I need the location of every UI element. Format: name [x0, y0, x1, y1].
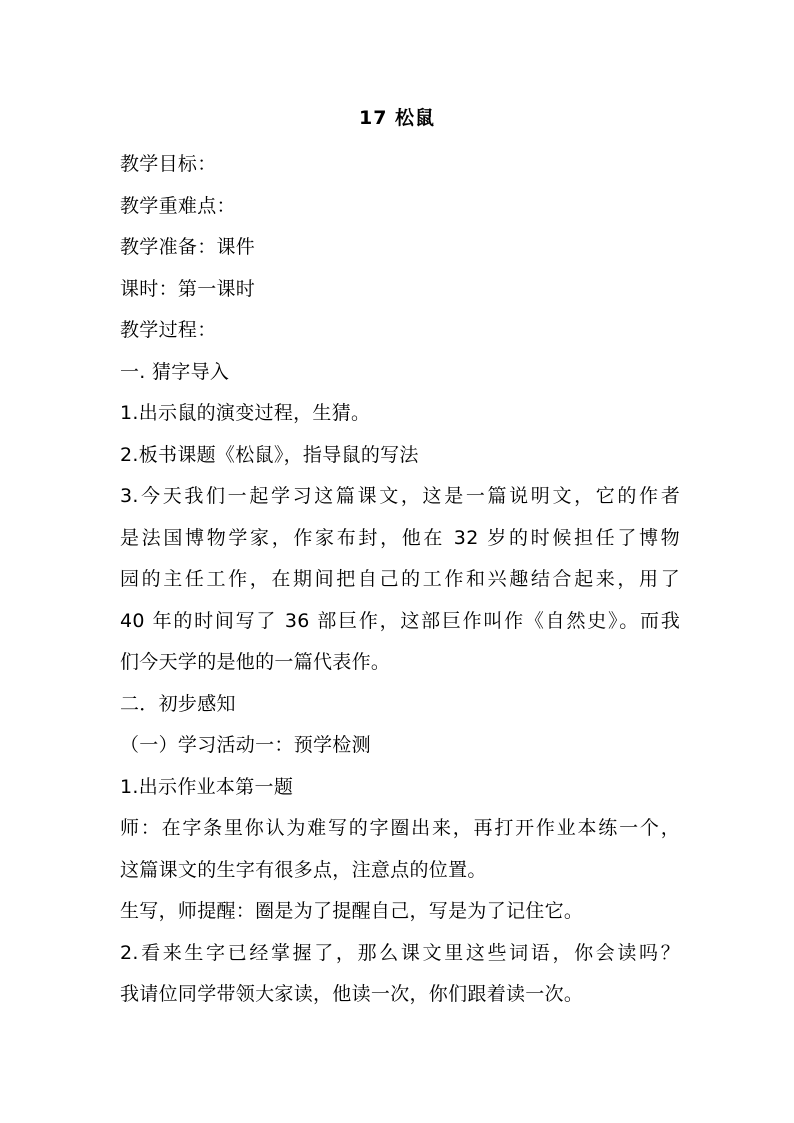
paragraph-line: 是法国博物学家，作家布封，他在 32 岁的时候担任了博物	[120, 526, 680, 549]
paragraph-line: 2.看来生字已经掌握了，那么课文里这些词语，你会读吗？	[120, 941, 680, 964]
paragraph-line: 生写，师提醒：圈是为了提醒自己，写是为了记住它。	[120, 900, 584, 922]
paragraph-line: 园的主任工作，在期间把自己的工作和兴趣结合起来，用了	[120, 568, 680, 590]
paragraph-line: 师：在字条里你认为难写的字圈出来，再打开作业本练一个，	[120, 817, 680, 839]
paragraph-line: 3.今天我们一起学习这篇课文，这是一篇说明文，它的作者	[120, 485, 680, 507]
step-1-line: 1.出示鼠的演变过程，生猜。	[120, 402, 371, 424]
section-heading-2: 二．初步感知	[120, 692, 236, 715]
class-hour-line: 课时：第一课时	[120, 277, 256, 300]
teaching-goals-line: 教学目标：	[120, 153, 217, 175]
step-2-line: 2.板书课题《松鼠》，指导鼠的写法	[120, 443, 419, 466]
lesson-title: 17 松鼠	[358, 107, 436, 129]
paragraph-line: 们今天学的是他的一篇代表作。	[120, 651, 391, 673]
paragraph-line: 40 年的时间写了 36 部巨作，这部巨作叫作《自然史》。而我	[120, 609, 680, 632]
section-heading-1: 一. 猜字导入	[120, 360, 230, 383]
teaching-process-line: 教学过程：	[120, 319, 217, 341]
lesson-body	[120, 144, 680, 1016]
step-1-line: 1.出示作业本第一题	[120, 775, 294, 798]
paragraph-line: 这篇课文的生字有很多点，注意点的位置。	[120, 858, 487, 881]
key-difficulties-line: 教学重难点：	[120, 194, 236, 217]
activity-heading: （一）学习活动一：预学检测	[120, 734, 371, 756]
paragraph-line: 我请位同学带领大家读，他读一次，你们跟着读一次。	[120, 983, 584, 1005]
teaching-prep-line: 教学准备：课件	[120, 236, 256, 258]
